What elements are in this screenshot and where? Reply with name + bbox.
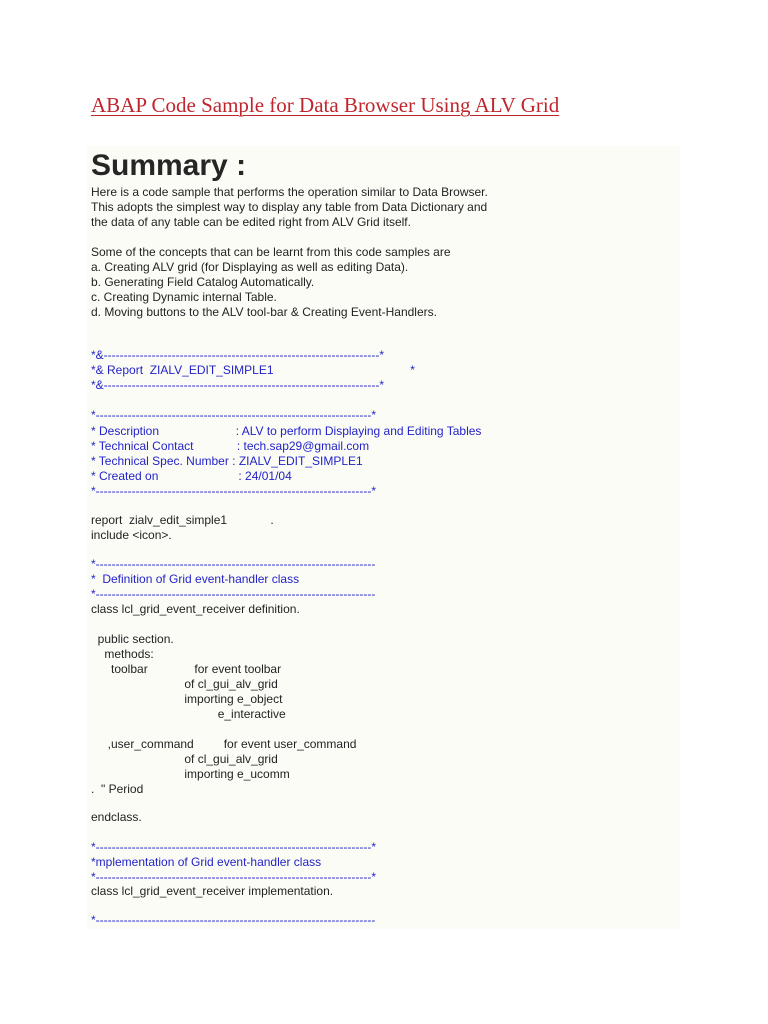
body-text-line: toolbar for event toolbar	[91, 662, 282, 676]
body-text-line: report zialv_edit_simple1 .	[91, 513, 274, 527]
body-text-line: b. Generating Field Catalog Automatically.	[91, 275, 315, 289]
body-text-line: class lcl_grid_event_receiver definition.	[91, 602, 300, 616]
body-text-line: of cl_gui_alv_grid	[91, 677, 278, 691]
body-text-line: c. Creating Dynamic internal Table.	[91, 290, 277, 304]
code-comment-line: *----------------------------------------------------------------------	[91, 587, 376, 601]
body-text-line: a. Creating ALV grid (for Displaying as well as editing Data).	[91, 260, 409, 274]
body-text-line: Here is a code sample that performs the operation similar to Data Browser.	[91, 185, 488, 199]
code-comment-line: * Definition of Grid event-handler class	[91, 572, 300, 586]
code-comment-line: *---------------------------------------------------------------------*	[91, 408, 377, 422]
summary-heading: Summary :	[91, 149, 247, 182]
code-comment-line: *----------------------------------------------------------------------	[91, 557, 376, 571]
code-comment-line: * Technical Spec. Number : ZIALV_EDIT_SIMPLE1	[91, 454, 363, 468]
body-text-line: . " Period	[91, 782, 144, 796]
code-comment-line: *---------------------------------------------------------------------*	[91, 840, 377, 854]
body-text-line: d. Moving buttons to the ALV tool-bar & Creating Event-Handlers.	[91, 305, 437, 319]
body-text-line: importing e_ucomm	[91, 767, 290, 781]
code-comment-line: *&---------------------------------------------------------------------*	[91, 378, 385, 392]
body-text-line: of cl_gui_alv_grid	[91, 752, 278, 766]
body-text-line: Some of the concepts that can be learnt from this code samples are	[91, 245, 451, 259]
body-text-line: include <icon>.	[91, 528, 172, 542]
code-comment-line: *---------------------------------------------------------------------*	[91, 870, 377, 884]
body-text-line: the data of any table can be edited right from ALV Grid itself.	[91, 215, 411, 229]
body-text-line: public section.	[91, 632, 174, 646]
code-comment-line: * Technical Contact : tech.sap29@gmail.com	[91, 439, 370, 453]
document-title: ABAP Code Sample for Data Browser Using ALV Grid	[91, 93, 560, 117]
code-comment-line: * Created on : 24/01/04	[91, 469, 292, 483]
code-comment-line: *----------------------------------------------------------------------	[91, 913, 376, 927]
code-comment-line: *---------------------------------------------------------------------*	[91, 484, 377, 498]
body-text-line: This adopts the simplest way to display any table from Data Dictionary and	[91, 200, 488, 214]
body-text-line: endclass.	[91, 810, 142, 824]
code-comment-line: *&---------------------------------------------------------------------*	[91, 348, 385, 362]
body-text-line: class lcl_grid_event_receiver implementation.	[91, 884, 334, 898]
code-comment-line: *& Report ZIALV_EDIT_SIMPLE1 *	[91, 363, 415, 377]
body-text-line: methods:	[91, 647, 154, 661]
body-text-line: ,user_command for event user_command	[91, 737, 357, 751]
code-comment-line: *mplementation of Grid event-handler class	[91, 855, 322, 869]
body-text-line: e_interactive	[91, 707, 286, 721]
body-text-line: importing e_object	[91, 692, 283, 706]
code-comment-line: * Description : ALV to perform Displaying and Editing Tables	[91, 424, 482, 438]
